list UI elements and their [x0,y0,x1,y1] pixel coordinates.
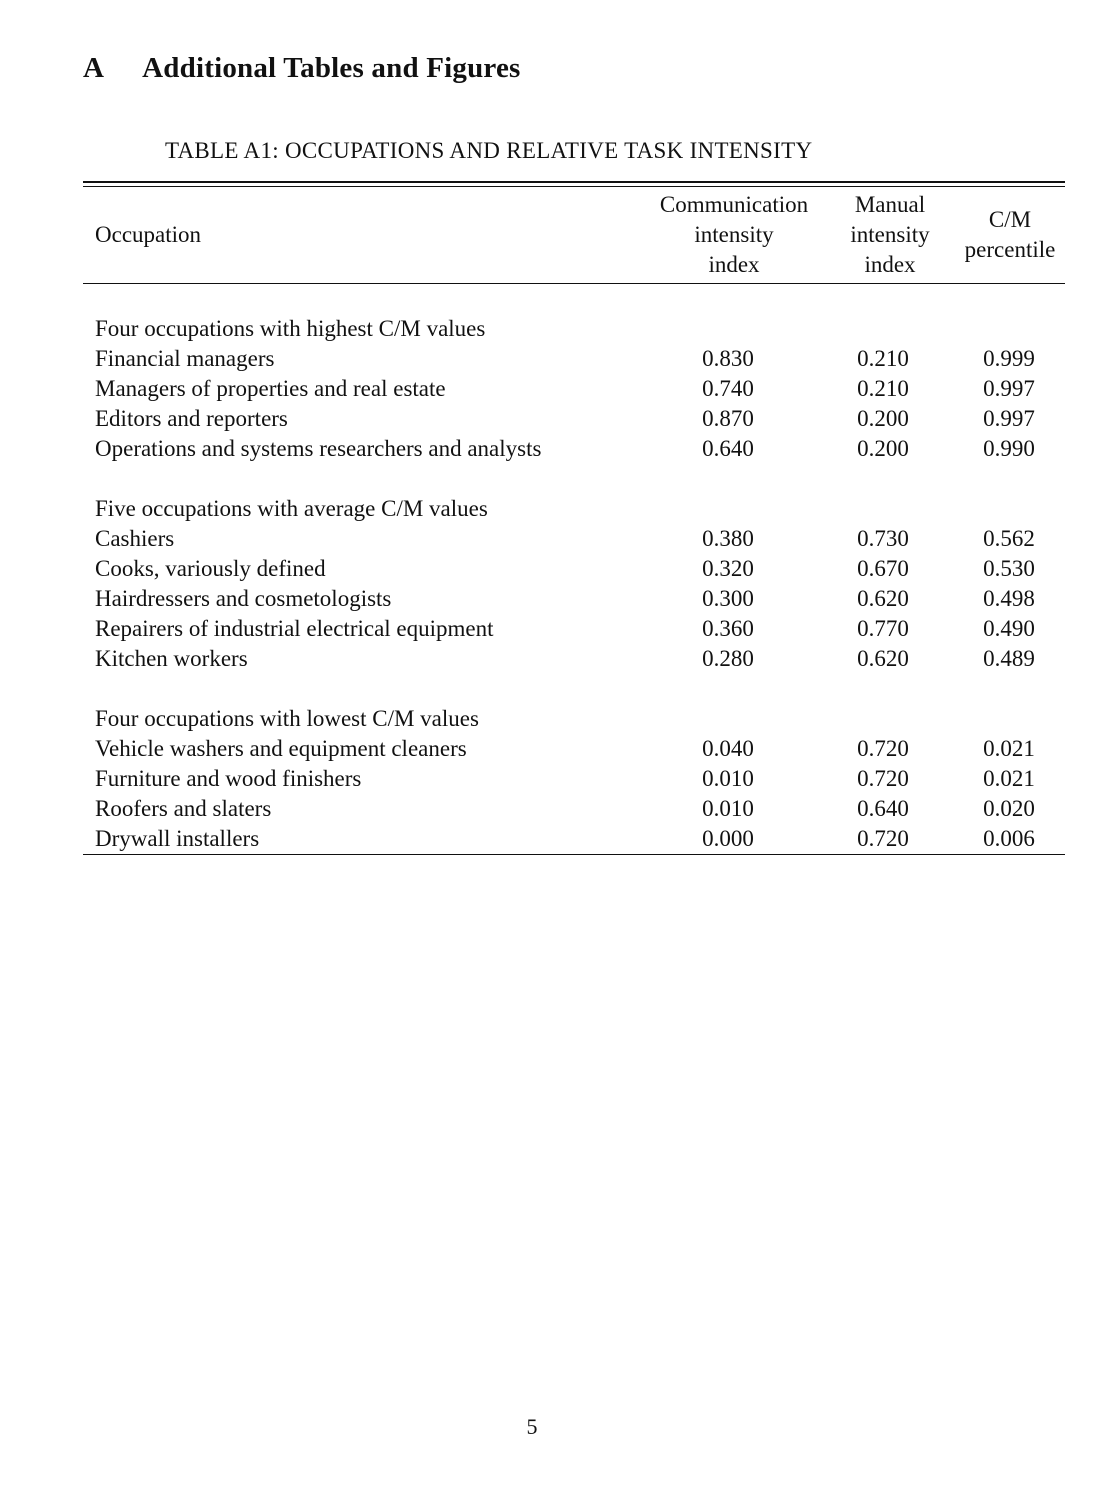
occupation-cell: Repairers of industrial electrical equipment [95,616,494,641]
percentile-cell: 0.990 [983,436,1035,461]
spacer-cell [83,464,1065,494]
percentile-cell: 0.997 [983,376,1035,401]
table-row [83,524,1065,554]
section-title: Additional Tables and Figures [142,52,521,84]
communication-cell: 0.360 [702,616,754,641]
percentile-cell: 0.006 [983,826,1035,851]
table-row [83,554,1065,584]
percentile-cell: 0.021 [983,766,1035,791]
table-row [83,614,1065,644]
percentile-cell: 0.530 [983,556,1035,581]
group-heading-row [83,494,1065,524]
manual-cell: 0.210 [857,346,909,371]
table-row [83,644,1065,674]
header-manual-line: Manual [854,192,926,217]
header-communication-line: Communication [659,192,809,217]
group-heading-row [83,704,1065,734]
percentile-cell: 0.997 [983,406,1035,431]
manual-cell: 0.620 [857,586,909,611]
communication-cell: 0.830 [702,346,754,371]
communication-cell: 0.380 [702,526,754,551]
table-row [83,734,1065,764]
percentile-cell: 0.999 [983,346,1035,371]
table-header-row [83,187,1065,283]
occupation-cell: Operations and systems researchers and analysts [95,436,542,461]
communication-cell: 0.040 [702,736,754,761]
communication-cell: 0.870 [702,406,754,431]
occupation-cell: Furniture and wood finishers [95,766,362,791]
section-heading [83,52,521,85]
table-row [83,404,1065,434]
manual-cell: 0.620 [857,646,909,671]
table-row [83,374,1065,404]
section-letter: A [83,52,105,84]
manual-cell: 0.720 [857,766,909,791]
header-communication [643,187,825,283]
group-heading: Five occupations with average C/M values [95,496,488,521]
occupation-cell: Vehicle washers and equipment cleaners [95,736,467,761]
manual-cell: 0.200 [857,406,909,431]
page-number: 5 [526,1414,538,1439]
group-heading: Four occupations with lowest C/M values [95,706,479,731]
manual-cell: 0.770 [857,616,909,641]
manual-cell: 0.670 [857,556,909,581]
header-percentile-line: C/M [988,207,1032,232]
table-row [83,824,1065,854]
communication-cell: 0.300 [702,586,754,611]
manual-cell: 0.640 [857,796,909,821]
occupation-cell: Kitchen workers [95,646,248,671]
manual-cell: 0.720 [857,736,909,761]
spacer-cell [83,284,1065,314]
percentile-cell: 0.489 [983,646,1035,671]
occupation-cell: Editors and reporters [95,406,288,431]
table-row [83,344,1065,374]
occupation-cell: Hairdressers and cosmetologists [95,586,392,611]
communication-cell: 0.010 [702,796,754,821]
communication-cell: 0.640 [702,436,754,461]
group-spacer [83,674,1065,704]
table-caption: TABLE A1: OCCUPATIONS AND RELATIVE TASK INTENSITY [165,138,813,163]
occupation-cell: Cooks, variously defined [95,556,326,581]
manual-cell: 0.720 [857,826,909,851]
header-manual-line: index [864,252,916,277]
percentile-cell: 0.498 [983,586,1035,611]
header-occupation: Occupation [95,222,202,247]
occupations-table-body [83,284,1065,854]
percentile-cell: 0.021 [983,736,1035,761]
table-bottom-rule [83,854,1065,855]
communication-cell: 0.010 [702,766,754,791]
occupation-cell: Financial managers [95,346,275,371]
percentile-cell: 0.562 [983,526,1035,551]
header-manual-line: intensity [850,222,930,247]
group-heading: Four occupations with highest C/M values [95,316,486,341]
communication-cell: 0.280 [702,646,754,671]
group-spacer [83,284,1065,314]
header-percentile [955,187,1065,283]
occupation-cell: Drywall installers [95,826,260,851]
table-row [83,764,1065,794]
occupations-table [83,187,1065,283]
header-manual [825,187,955,283]
manual-cell: 0.200 [857,436,909,461]
communication-cell: 0.320 [702,556,754,581]
percentile-cell: 0.490 [983,616,1035,641]
group-spacer [83,464,1065,494]
spacer-cell [83,674,1065,704]
table-row [83,434,1065,464]
occupation-cell: Cashiers [95,526,175,551]
header-communication-line: intensity [694,222,774,247]
group-heading-row [83,314,1065,344]
manual-cell: 0.730 [857,526,909,551]
manual-cell: 0.210 [857,376,909,401]
occupations-table-container [83,181,1065,855]
header-communication-line: index [708,252,760,277]
communication-cell: 0.740 [702,376,754,401]
occupation-cell: Roofers and slaters [95,796,272,821]
communication-cell: 0.000 [702,826,754,851]
header-percentile-line: percentile [964,237,1056,262]
occupation-cell: Managers of properties and real estate [95,376,446,401]
table-row [83,584,1065,614]
percentile-cell: 0.020 [983,796,1035,821]
table-body [83,284,1065,854]
table-row [83,794,1065,824]
